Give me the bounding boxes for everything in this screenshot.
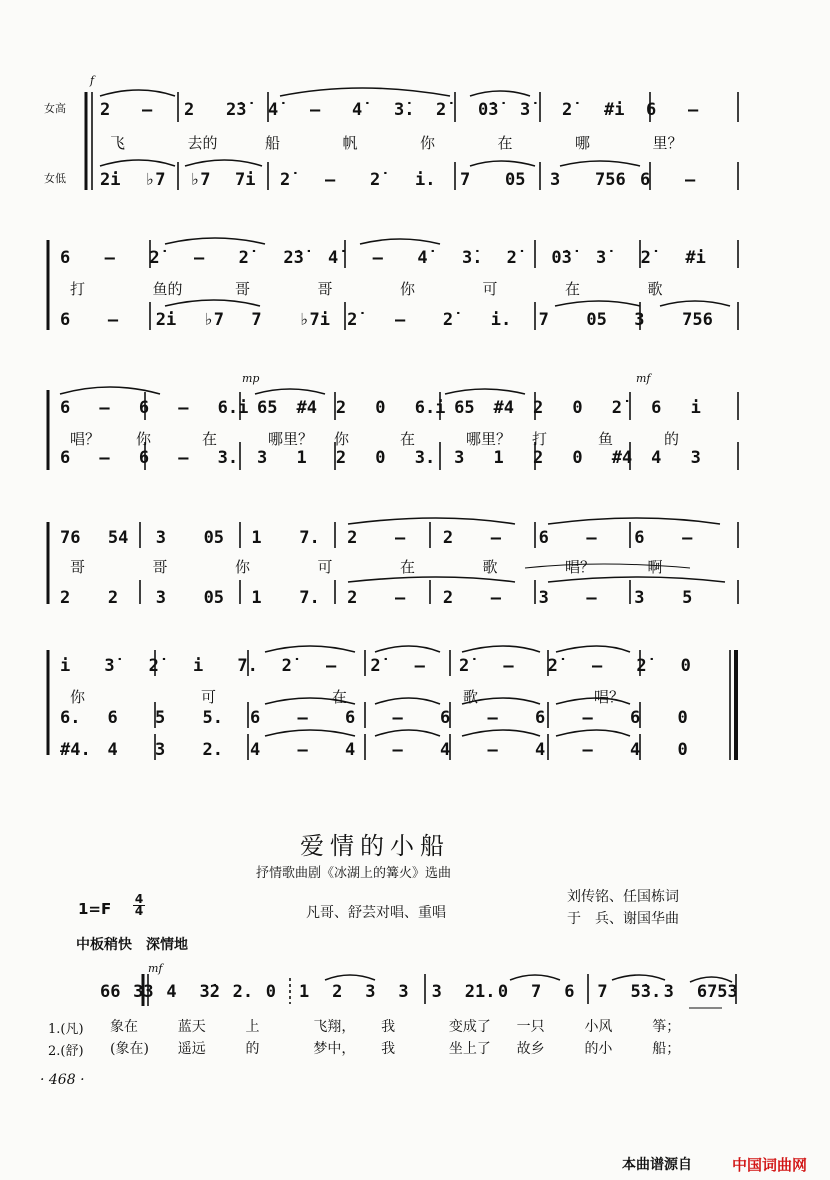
song-note: 33 bbox=[133, 982, 154, 1002]
note-lower: 2 bbox=[107, 588, 119, 608]
note-middle: 5. bbox=[202, 708, 223, 728]
performance-note: 凡哥、舒芸对唱、重唱 bbox=[306, 905, 446, 921]
note-upper: 05 bbox=[203, 528, 225, 548]
verse2-lyric: 我 bbox=[381, 1041, 396, 1057]
lyric-syllable: 帆 bbox=[342, 134, 358, 152]
lyric-syllable: 可 bbox=[201, 688, 217, 706]
note-upper: 3̇ bbox=[520, 100, 531, 120]
note-lower: #4 bbox=[611, 448, 633, 468]
note-upper: i bbox=[60, 656, 71, 676]
dynamic-mf: mf bbox=[636, 372, 651, 385]
note-lower: 4 bbox=[440, 740, 451, 760]
lyric-syllable: 哥 bbox=[152, 558, 168, 576]
note-middle: 6 bbox=[345, 708, 356, 728]
note-lower: – bbox=[178, 448, 189, 468]
lyricist-credit: 刘传铭、任国栋词 bbox=[567, 889, 679, 905]
lyric-syllable: 船 bbox=[265, 134, 281, 152]
note-middle: 6 bbox=[250, 708, 261, 728]
lyric-syllable: 在 bbox=[565, 280, 581, 298]
note-upper: 2̇ bbox=[640, 248, 651, 268]
lyric-syllable: 你 bbox=[136, 430, 152, 448]
part-label-upper: 女高 bbox=[44, 102, 66, 115]
note-lower: 756 bbox=[595, 170, 626, 190]
note-middle: 6. bbox=[60, 708, 81, 728]
verse1-lyric: 我 bbox=[381, 1019, 396, 1035]
verse1-lyric: 筝； bbox=[652, 1019, 681, 1035]
note-lower: 3 bbox=[634, 588, 645, 608]
song-note: 5̇3. bbox=[630, 982, 662, 1002]
note-upper: – bbox=[395, 528, 406, 548]
note-upper: 2̇ bbox=[148, 656, 159, 676]
note-upper: 4̇ bbox=[352, 100, 363, 120]
note-lower: 3 bbox=[538, 588, 549, 608]
note-upper: 6.i bbox=[414, 398, 446, 418]
lyric-syllable: 唱？ bbox=[594, 688, 625, 706]
note-upper: 7. bbox=[237, 656, 258, 676]
song-note: 7 bbox=[597, 982, 608, 1002]
lyric-syllable: 飞 bbox=[110, 134, 126, 152]
lyric-syllable: 里？ bbox=[652, 134, 683, 152]
note-upper: 3̇. bbox=[394, 100, 415, 120]
song-note: 0 bbox=[265, 982, 277, 1002]
verse2-lyric: 故乡 bbox=[516, 1041, 545, 1057]
note-lower: 7 bbox=[460, 170, 471, 190]
dynamic-f: f bbox=[90, 74, 95, 87]
verse1-label: 1.(凡) bbox=[48, 1022, 84, 1037]
note-lower: – bbox=[582, 740, 593, 760]
note-upper: – bbox=[326, 656, 337, 676]
note-upper: #4 bbox=[296, 398, 317, 418]
note-upper: 0̇3̇ bbox=[551, 248, 572, 268]
note-upper: 2 bbox=[184, 100, 195, 120]
note-upper: 2̇3̇ bbox=[226, 100, 247, 120]
song-note: 6753 bbox=[696, 982, 738, 1002]
note-upper: 0 bbox=[375, 398, 386, 418]
note-upper: 2 bbox=[335, 398, 347, 418]
note-upper: 6 bbox=[538, 528, 549, 548]
note-upper: 3̇. bbox=[462, 248, 483, 268]
note-lower: 2̇i bbox=[155, 310, 177, 330]
note-lower: 1 bbox=[493, 448, 504, 468]
note-upper: 2 bbox=[532, 398, 544, 418]
lyric-syllable: 你 bbox=[400, 280, 416, 298]
lyric-syllable: 去的 bbox=[187, 134, 218, 152]
verse2-lyric: 遥远 bbox=[177, 1041, 206, 1057]
note-lower: 2 bbox=[532, 448, 544, 468]
note-lower: 2 bbox=[60, 588, 71, 608]
note-upper: 2̇ bbox=[636, 656, 647, 676]
note-lower: 6 bbox=[60, 448, 71, 468]
note-upper: 3 bbox=[155, 528, 166, 548]
note-upper: 7. bbox=[299, 528, 320, 548]
note-lower: 4 bbox=[107, 740, 118, 760]
key-signature: 1=F bbox=[78, 900, 112, 918]
source-site-link[interactable]: 中国词曲网 bbox=[732, 1156, 808, 1174]
note-upper: 2 bbox=[100, 100, 111, 120]
note-upper: – bbox=[490, 528, 501, 548]
song-note: 3 bbox=[663, 982, 674, 1002]
composer-credit: 于 兵、谢国华曲 bbox=[567, 911, 679, 927]
note-lower: 3 bbox=[155, 588, 166, 608]
note-upper: 2̇ bbox=[562, 100, 573, 120]
verse2-lyric: 坐上了 bbox=[448, 1041, 491, 1057]
note-upper: 6 bbox=[634, 528, 645, 548]
verse1-lyric: 一只 bbox=[516, 1019, 545, 1035]
note-upper: – bbox=[310, 100, 321, 120]
note-upper: – bbox=[142, 100, 153, 120]
note-upper: 6.i bbox=[217, 398, 249, 418]
note-upper: 2̇ bbox=[547, 656, 558, 676]
note-upper: 1 bbox=[251, 528, 262, 548]
lyric-syllable: 唱？ bbox=[565, 558, 596, 576]
lyric-syllable: 哪里？ bbox=[466, 430, 512, 448]
note-upper: i bbox=[690, 398, 701, 418]
song-note: 6 bbox=[564, 982, 575, 1002]
note-lower: i. bbox=[415, 170, 436, 190]
note-upper: 6 bbox=[138, 398, 150, 418]
note-lower: 1 bbox=[251, 588, 262, 608]
note-lower: 6 bbox=[138, 448, 150, 468]
meter-top: 4 bbox=[134, 892, 144, 906]
note-upper: 2̇ bbox=[238, 248, 249, 268]
note-lower: 05 bbox=[203, 588, 225, 608]
song-note: 0 bbox=[497, 982, 509, 1002]
note-middle: – bbox=[297, 708, 308, 728]
note-upper: i bbox=[193, 656, 204, 676]
dynamic-mp: mp bbox=[242, 372, 260, 385]
lyric-syllable: 唱？ bbox=[70, 430, 101, 448]
verse2-label: 2.(舒) bbox=[48, 1044, 84, 1059]
lyric-syllable: 的 bbox=[664, 430, 680, 448]
song-note: 7 bbox=[531, 982, 542, 1002]
lyric-syllable: 在 bbox=[332, 688, 348, 706]
verse2-lyric: 船； bbox=[652, 1041, 681, 1057]
lyric-syllable: 你 bbox=[334, 430, 350, 448]
song-note: 2. bbox=[232, 982, 254, 1002]
note-upper: 6 bbox=[651, 398, 662, 418]
note-lower: 4 bbox=[535, 740, 546, 760]
note-upper: – bbox=[688, 100, 699, 120]
verse1-lyric: 变成了 bbox=[448, 1019, 491, 1035]
lyric-syllable: 在 bbox=[497, 134, 513, 152]
lyric-syllable: 哪里？ bbox=[268, 430, 314, 448]
note-upper: 2̇ bbox=[611, 398, 622, 418]
note-upper: 54 bbox=[107, 528, 129, 548]
note-lower: – bbox=[297, 740, 308, 760]
note-upper: – bbox=[414, 656, 425, 676]
note-middle: 6 bbox=[440, 708, 451, 728]
lyric-syllable: 啊 bbox=[647, 558, 663, 576]
note-lower: – bbox=[99, 448, 110, 468]
note-upper: 3̇ bbox=[104, 656, 115, 676]
lyric-syllable: 可 bbox=[317, 558, 333, 576]
note-lower: 4 bbox=[651, 448, 662, 468]
verse2-lyric: 的 bbox=[245, 1041, 260, 1057]
note-upper: 4̇ bbox=[328, 248, 339, 268]
note-lower: 0 bbox=[677, 740, 688, 760]
verse1-lyric: 蓝天 bbox=[177, 1019, 206, 1035]
song-note: 66 bbox=[100, 982, 121, 1002]
note-lower: 2̇ bbox=[347, 310, 358, 330]
note-upper: 0 bbox=[680, 656, 691, 676]
note-lower: 3 bbox=[155, 740, 166, 760]
time-signature bbox=[133, 894, 145, 917]
note-lower: 1 bbox=[296, 448, 307, 468]
note-upper: 6 bbox=[646, 100, 657, 120]
note-lower: 3 bbox=[454, 448, 465, 468]
lyric-syllable: 在 bbox=[202, 430, 218, 448]
note-upper: 2̇3̇ bbox=[283, 248, 304, 268]
lyric-syllable: 鱼 bbox=[598, 430, 614, 448]
note-lower: #4. bbox=[60, 740, 91, 760]
note-lower: 2̇ bbox=[442, 310, 454, 330]
verse2-lyric: 梦中， bbox=[313, 1041, 356, 1057]
note-lower: – bbox=[325, 170, 336, 190]
note-lower: 3. bbox=[414, 448, 436, 468]
note-lower: 756 bbox=[682, 310, 713, 330]
note-upper: 2̇ bbox=[506, 248, 517, 268]
lyric-syllable: 歌 bbox=[647, 280, 663, 298]
song-note: 3 bbox=[398, 982, 409, 1002]
lyric-syllable: 打 bbox=[70, 280, 86, 298]
note-lower: 0 bbox=[572, 448, 583, 468]
note-middle: – bbox=[487, 708, 498, 728]
note-lower: ♭7i bbox=[299, 310, 330, 330]
song-note: 3 bbox=[365, 982, 376, 1002]
song-note: 3 bbox=[431, 982, 442, 1002]
song-note: 4 bbox=[166, 982, 177, 1002]
tempo-marking: 中板稍快 深情地 bbox=[76, 937, 188, 953]
note-lower: 7 bbox=[538, 310, 549, 330]
note-upper: 2 bbox=[347, 528, 358, 548]
note-middle: – bbox=[392, 708, 403, 728]
verse1-lyric: 上 bbox=[245, 1019, 260, 1035]
note-upper: #i bbox=[604, 100, 625, 120]
note-upper: #4 bbox=[493, 398, 514, 418]
note-lower: 3 bbox=[257, 448, 268, 468]
note-upper: 4̇ bbox=[417, 248, 428, 268]
lyric-syllable: 你 bbox=[70, 688, 86, 706]
lyric-syllable: 你 bbox=[235, 558, 251, 576]
note-middle: 6 bbox=[107, 708, 118, 728]
note-lower: 2 bbox=[347, 588, 358, 608]
note-lower: – bbox=[487, 740, 498, 760]
note-upper: 2̇ bbox=[281, 656, 292, 676]
note-lower: 4 bbox=[630, 740, 641, 760]
note-upper: 6 bbox=[60, 248, 71, 268]
note-lower: i. bbox=[490, 310, 512, 330]
note-upper: – bbox=[503, 656, 514, 676]
note-lower: 05 bbox=[586, 310, 607, 330]
lyric-syllable: 打 bbox=[532, 430, 548, 448]
note-lower: 4 bbox=[250, 740, 261, 760]
song-title: 爱情的小船 bbox=[300, 832, 450, 860]
note-lower: ♭7 bbox=[190, 170, 211, 190]
verse2-lyric: (象在) bbox=[110, 1041, 149, 1057]
lyric-syllable: 哥 bbox=[70, 558, 86, 576]
note-lower: – bbox=[395, 310, 406, 330]
lyric-syllable: 歌 bbox=[482, 558, 498, 576]
note-middle: – bbox=[582, 708, 593, 728]
note-upper: 2 bbox=[442, 528, 454, 548]
note-upper: – bbox=[586, 528, 597, 548]
song-dynamic-mf: mf bbox=[148, 962, 163, 975]
lyric-syllable: 鱼的 bbox=[152, 280, 183, 298]
note-upper: – bbox=[104, 248, 115, 268]
note-middle: 6 bbox=[535, 708, 546, 728]
note-lower: – bbox=[685, 170, 696, 190]
note-lower: – bbox=[490, 588, 501, 608]
note-lower: 7i bbox=[235, 170, 256, 190]
note-upper: – bbox=[372, 248, 383, 268]
note-upper: 0 bbox=[572, 398, 583, 418]
lyric-syllable: 哥 bbox=[317, 280, 333, 298]
note-upper: – bbox=[99, 398, 110, 418]
note-upper: 76 bbox=[60, 528, 81, 548]
note-lower: ♭7 bbox=[145, 170, 166, 190]
part-label-lower: 女低 bbox=[44, 172, 66, 185]
note-lower: 6 bbox=[60, 310, 71, 330]
note-upper: – bbox=[194, 248, 205, 268]
lyric-syllable: 你 bbox=[420, 134, 436, 152]
note-lower: ♭7 bbox=[203, 310, 225, 330]
note-middle: 0 bbox=[677, 708, 688, 728]
note-upper: 6 bbox=[60, 398, 71, 418]
note-lower: 5 bbox=[682, 588, 693, 608]
note-lower: 2 bbox=[335, 448, 347, 468]
note-lower: 3. bbox=[217, 448, 239, 468]
note-middle: 6 bbox=[630, 708, 641, 728]
source-label: 本曲谱源自 bbox=[622, 1157, 692, 1173]
lyric-syllable: 可 bbox=[482, 280, 498, 298]
song-note: 2 bbox=[332, 982, 343, 1002]
song-note: 1 bbox=[298, 982, 310, 1002]
lyric-syllable: 歌 bbox=[463, 688, 479, 706]
note-upper: 4̇ bbox=[268, 100, 279, 120]
lyric-syllable: 在 bbox=[400, 430, 416, 448]
note-lower: 7 bbox=[251, 310, 262, 330]
song-subtitle: 抒情歌曲剧《冰湖上的篝火》选曲 bbox=[256, 866, 452, 881]
note-upper: – bbox=[682, 528, 693, 548]
note-lower: – bbox=[395, 588, 406, 608]
note-upper: 2̇ bbox=[459, 656, 470, 676]
verse1-lyric: 小风 bbox=[584, 1019, 613, 1035]
note-lower: 6 bbox=[640, 170, 651, 190]
note-middle: 5 bbox=[155, 708, 166, 728]
note-upper: – bbox=[178, 398, 189, 418]
note-lower: 2. bbox=[202, 740, 223, 760]
note-upper: #i bbox=[685, 248, 706, 268]
note-lower: 3 bbox=[550, 170, 561, 190]
note-lower: 3 bbox=[634, 310, 645, 330]
note-lower: 3 bbox=[690, 448, 701, 468]
note-upper: 2̇ bbox=[436, 100, 447, 120]
song-note: 2̇1. bbox=[464, 982, 496, 1002]
note-lower: 05 bbox=[505, 170, 526, 190]
note-upper: 0̇3̇ bbox=[478, 100, 499, 120]
lyric-syllable: 哪 bbox=[575, 134, 591, 152]
note-lower: – bbox=[392, 740, 403, 760]
note-upper: 2̇ bbox=[149, 248, 160, 268]
verse1-lyric: 象在 bbox=[110, 1019, 138, 1035]
note-upper: 2̇ bbox=[370, 656, 381, 676]
note-lower: 2̇ bbox=[280, 170, 291, 190]
note-lower: 2 bbox=[442, 588, 454, 608]
note-lower: 2̇i bbox=[100, 170, 121, 190]
note-lower: 4 bbox=[345, 740, 356, 760]
note-upper: – bbox=[592, 656, 603, 676]
note-upper: 3̇ bbox=[596, 248, 607, 268]
lyric-syllable: 哥 bbox=[235, 280, 251, 298]
verse1-lyric: 飞翔， bbox=[313, 1019, 356, 1035]
meter-bottom: 4 bbox=[134, 904, 144, 918]
note-lower: – bbox=[586, 588, 597, 608]
lyric-syllable: 在 bbox=[400, 558, 416, 576]
note-upper: 65 bbox=[257, 398, 278, 418]
note-lower: 0 bbox=[375, 448, 386, 468]
note-lower: 2̇ bbox=[370, 170, 381, 190]
note-upper: 65 bbox=[454, 398, 475, 418]
song-note: 3̇2 bbox=[199, 982, 220, 1002]
verse2-lyric: 的小 bbox=[584, 1041, 613, 1057]
page-number: · 468 · bbox=[40, 1072, 85, 1088]
note-lower: 7. bbox=[299, 588, 320, 608]
note-lower: – bbox=[107, 310, 119, 330]
